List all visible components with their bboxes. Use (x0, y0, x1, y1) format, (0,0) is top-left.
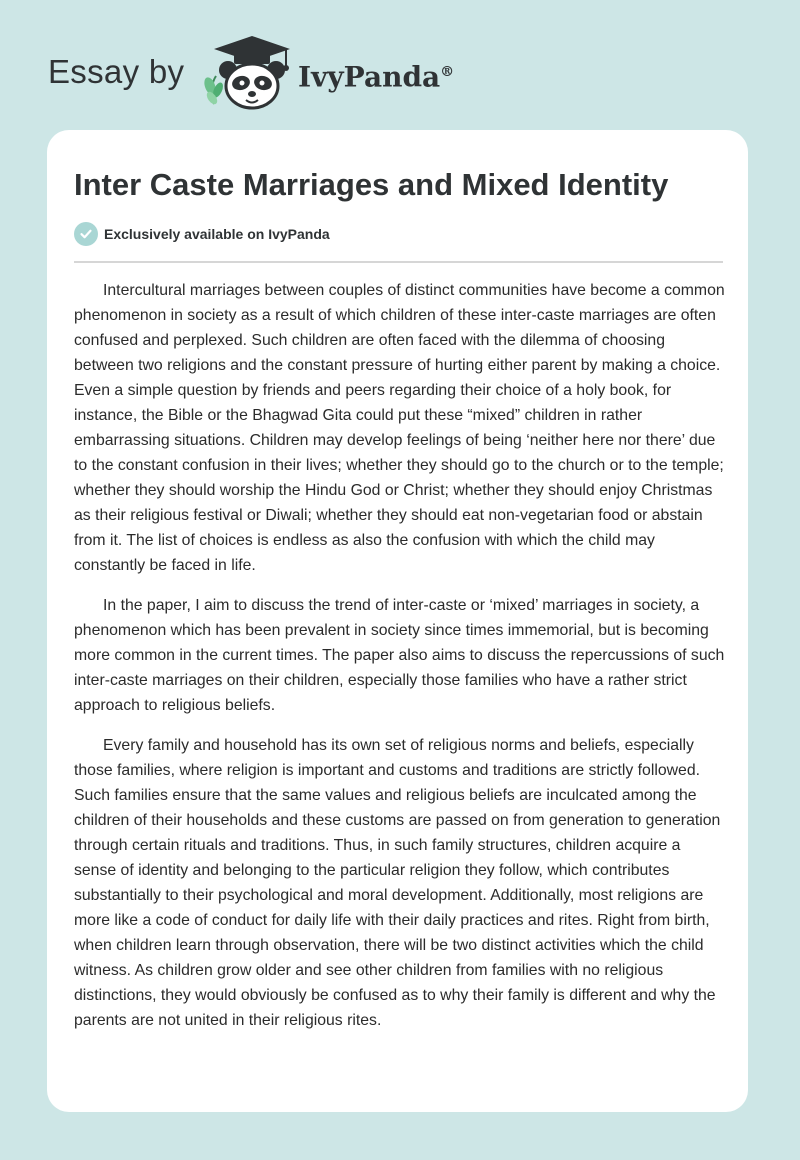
brand-name[interactable]: IvyPanda® (298, 60, 455, 94)
paragraph: Every family and household has its own set of religious norms and beliefs, especially those families, where religion is important and customs and traditions are strictly followed. Such families ensure that the same values and religious beliefs are inculcated among the children of their households and these customs are passed on from generation to generation through certain rituals and traditions. Thus, in such family structures, children acquire a sense of identity and belonging to the particular religion they follow, which contributes substantially to their psychological and moral development. Additionally, most religions are more like a code of conduct for daily life with their daily practices and rites. Right from birth, when children learn through observation, there will be two distinct activities which the child witness. As children grow older and see other children from families with no religious distinctions, they would obviously be confused as to why their family is different and why the parents are not united in their religious rites. (74, 737, 721, 1029)
site-header (0, 0, 800, 120)
check-icon (74, 222, 98, 246)
badge-label: Exclusively available on IvyPanda (104, 226, 330, 242)
exclusive-badge (74, 222, 330, 246)
leaf-icon (202, 76, 225, 106)
article-card (47, 130, 748, 1112)
paragraph: In the paper, I aim to discuss the trend of inter-caste or ‘mixed’ marriages in society, a phenomenon which has been prevalent in society since times immemorial, but is becoming more common in the current times. The paper also aims to discuss the repercussions of such inter-caste marriages on their children, especially those families who have a rather strict approach to religious beliefs. (74, 597, 725, 714)
essay-by-label: Essay by (48, 53, 185, 90)
paragraph: Intercultural marriages between couples of distinct communities have become a common phenomenon in society as a result of which children of these inter-caste marriages are often confused and perplexed. Such children are often faced with the dilemma of choosing between two religions and the constant pressure of hurting either parent by making a choice. Even a simple question by friends and peers regarding their choice of a holy book, for instance, the Bible or the Bhagwad Gita could put these “mixed” children in rather embarrassing situations. Children may develop feelings of being ‘neither here nor there’ due to the constant confusion in their lives; whether they should go to the church or to the temple; whether they should worship the Hindu God or Christ; whether they should enjoy Christmas as their religious festival or Diwali; whether they should eat non-vegetarian food or abstain from it. The list of choices is endless as also the confusion with which the child may constantly be faced in life. (74, 282, 725, 574)
divider (74, 261, 723, 263)
panda-graduate-icon[interactable] (200, 32, 296, 112)
page-title: Inter Caste Marriages and Mixed Identity (74, 167, 669, 202)
article-body (74, 278, 726, 1048)
